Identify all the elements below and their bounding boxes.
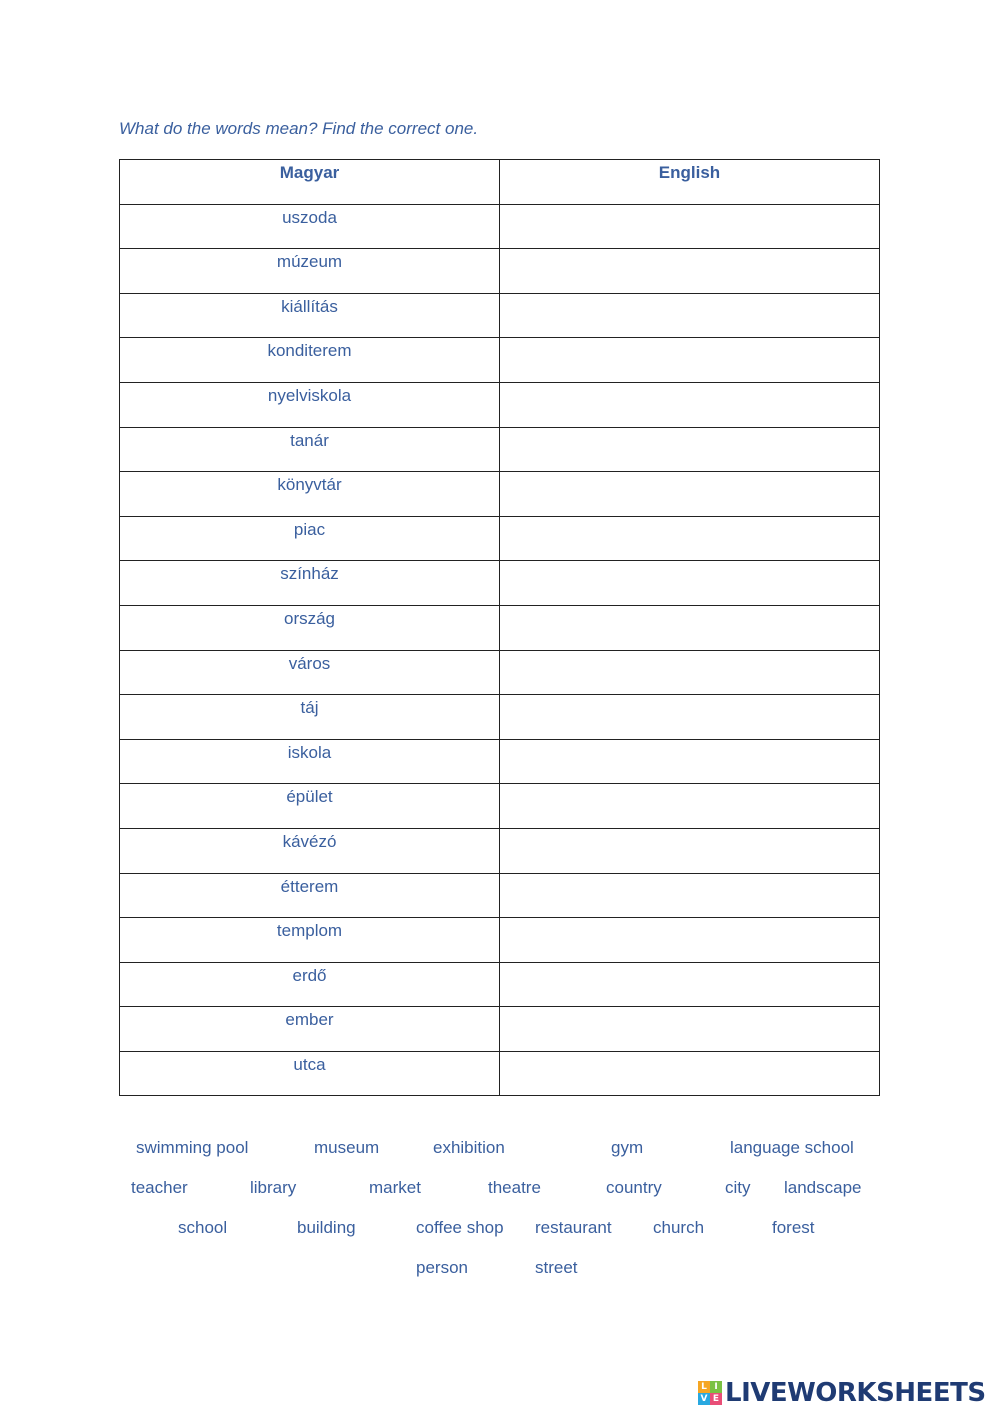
word-bank-item[interactable]: coffee shop (416, 1218, 504, 1237)
instruction-text: What do the words mean? Find the correct one. (119, 119, 479, 138)
magyar-cell: könyvtár (120, 472, 500, 517)
english-answer-cell[interactable] (500, 338, 880, 383)
word-bank-item[interactable]: forest (772, 1218, 815, 1237)
word-bank-item[interactable]: market (369, 1178, 421, 1197)
word-bank-item[interactable]: country (606, 1178, 662, 1197)
table-row (120, 427, 880, 472)
english-answer-cell[interactable] (500, 962, 880, 1007)
word-bank-item[interactable]: restaurant (535, 1218, 612, 1237)
word-bank-item[interactable]: teacher (131, 1178, 188, 1197)
table-header-row (120, 160, 880, 205)
logo-letter-v: V (698, 1393, 710, 1405)
logo-letter-l: L (698, 1381, 710, 1393)
magyar-cell: uszoda (120, 204, 500, 249)
word-bank-item[interactable]: city (725, 1178, 751, 1197)
table-row (120, 873, 880, 918)
header-english: English (500, 160, 880, 205)
english-answer-cell[interactable] (500, 650, 880, 695)
table-row (120, 1051, 880, 1096)
magyar-cell: konditerem (120, 338, 500, 383)
table-row (120, 605, 880, 650)
header-magyar: Magyar (120, 160, 500, 205)
word-bank-item[interactable]: language school (730, 1138, 854, 1157)
magyar-cell: utca (120, 1051, 500, 1096)
magyar-cell: színház (120, 561, 500, 606)
magyar-cell: múzeum (120, 249, 500, 294)
magyar-cell: város (120, 650, 500, 695)
table-row (120, 962, 880, 1007)
magyar-cell: templom (120, 918, 500, 963)
table-row (120, 338, 880, 383)
liveworksheets-logo-icon (698, 1381, 722, 1405)
magyar-cell: ország (120, 605, 500, 650)
magyar-cell: ember (120, 1007, 500, 1052)
english-answer-cell[interactable] (500, 472, 880, 517)
table-row (120, 828, 880, 873)
table-row (120, 695, 880, 740)
english-answer-cell[interactable] (500, 516, 880, 561)
word-bank-item[interactable]: person (416, 1258, 468, 1277)
magyar-cell: kiállítás (120, 293, 500, 338)
logo-letter-e: E (710, 1393, 722, 1405)
english-answer-cell[interactable] (500, 1007, 880, 1052)
word-bank-item[interactable]: church (653, 1218, 705, 1237)
magyar-cell: piac (120, 516, 500, 561)
magyar-cell: tanár (120, 427, 500, 472)
word-bank-item[interactable]: school (178, 1218, 228, 1237)
magyar-cell: nyelviskola (120, 382, 500, 427)
brand-name: LIVEWORKSHEETS (725, 1378, 986, 1408)
magyar-cell: kávézó (120, 828, 500, 873)
english-answer-cell[interactable] (500, 873, 880, 918)
vocabulary-table (119, 159, 880, 1096)
magyar-cell: iskola (120, 739, 500, 784)
english-answer-cell[interactable] (500, 695, 880, 740)
word-bank-item[interactable]: exhibition (433, 1138, 505, 1157)
english-answer-cell[interactable] (500, 605, 880, 650)
liveworksheets-brand (698, 1378, 986, 1408)
word-bank-item[interactable]: street (535, 1258, 578, 1277)
word-bank-item[interactable]: theatre (488, 1178, 541, 1197)
table-row (120, 249, 880, 294)
table-row (120, 516, 880, 561)
word-bank-item[interactable]: library (250, 1178, 297, 1197)
word-bank-item[interactable]: landscape (784, 1178, 862, 1197)
english-answer-cell[interactable] (500, 918, 880, 963)
table-row (120, 650, 880, 695)
english-answer-cell[interactable] (500, 1051, 880, 1096)
word-bank-item[interactable]: building (297, 1218, 356, 1237)
table-row (120, 918, 880, 963)
english-answer-cell[interactable] (500, 427, 880, 472)
english-answer-cell[interactable] (500, 828, 880, 873)
magyar-cell: erdő (120, 962, 500, 1007)
magyar-cell: épület (120, 784, 500, 829)
table-row (120, 739, 880, 784)
table-row (120, 382, 880, 427)
english-answer-cell[interactable] (500, 249, 880, 294)
table-row (120, 1007, 880, 1052)
word-bank-item[interactable]: museum (314, 1138, 380, 1157)
english-answer-cell[interactable] (500, 561, 880, 606)
magyar-cell: táj (120, 695, 500, 740)
english-answer-cell[interactable] (500, 293, 880, 338)
english-answer-cell[interactable] (500, 204, 880, 249)
magyar-cell: étterem (120, 873, 500, 918)
table-row (120, 784, 880, 829)
logo-letter-i: I (710, 1381, 722, 1393)
english-answer-cell[interactable] (500, 739, 880, 784)
table-row (120, 293, 880, 338)
english-answer-cell[interactable] (500, 382, 880, 427)
table-row (120, 472, 880, 517)
word-bank-item[interactable]: gym (611, 1138, 644, 1157)
word-bank-item[interactable]: swimming pool (136, 1138, 249, 1157)
table-row (120, 561, 880, 606)
table-row (120, 204, 880, 249)
english-answer-cell[interactable] (500, 784, 880, 829)
